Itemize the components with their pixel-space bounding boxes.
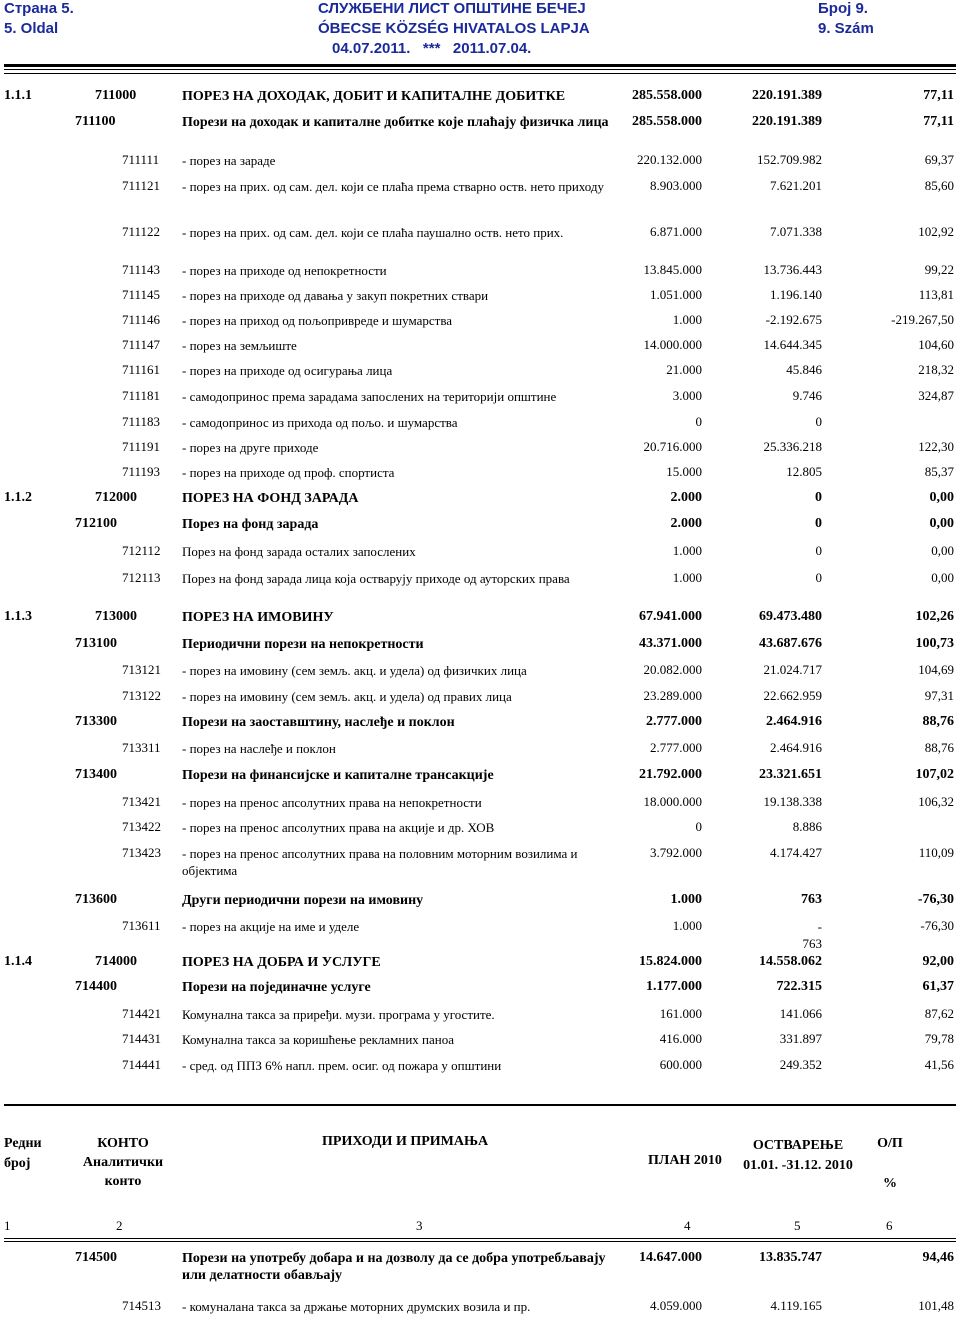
row-plan: 285.558.000 bbox=[632, 114, 702, 129]
row-realization: 12.805 bbox=[786, 464, 822, 479]
row-percent: 92,00 bbox=[922, 954, 954, 969]
row-konto: 714500 bbox=[75, 1250, 117, 1265]
row-percent: 69,37 bbox=[924, 152, 954, 167]
row-konto: 711181 bbox=[122, 388, 161, 403]
row-realization: 14.558.062 bbox=[759, 954, 822, 969]
row-konto: 711143 bbox=[122, 262, 161, 277]
row-plan: 14.647.000 bbox=[639, 1250, 702, 1265]
row-plan: 220.132.000 bbox=[637, 152, 702, 167]
row-realization: 220.191.389 bbox=[752, 88, 822, 103]
row-plan: 2.000 bbox=[670, 516, 702, 531]
row-plan: 3.792.000 bbox=[650, 845, 702, 860]
row-description: Комунална такса за приређи. музи. програма у угостите. bbox=[182, 1007, 495, 1022]
row-description: - порез на приходе од осигурања лица bbox=[182, 363, 393, 378]
row-realization: 1.196.140 bbox=[770, 287, 822, 302]
row-percent: 102,92 bbox=[918, 224, 954, 239]
row-percent: 0,00 bbox=[931, 570, 954, 585]
row-plan: 3.000 bbox=[672, 388, 702, 403]
row-description: Периодични порези на непокретности bbox=[182, 637, 424, 652]
row-konto: 711146 bbox=[122, 312, 161, 327]
row-description: Порез на фонд зарада bbox=[182, 517, 319, 532]
row-konto: 713611 bbox=[122, 918, 161, 933]
column-numbers-rule bbox=[4, 1238, 956, 1239]
row-konto: 713421 bbox=[122, 794, 161, 809]
row-description: - порез на пренос апсолутних права на акције и др. ХОВ bbox=[182, 820, 495, 835]
row-plan: 8.903.000 bbox=[650, 178, 702, 193]
row-description: - порез на акције на име и уделе bbox=[182, 919, 360, 934]
row-plan: 20.716.000 bbox=[643, 439, 702, 454]
row-konto: 711122 bbox=[122, 224, 161, 239]
row-description: Порези на доходак и капиталне добитке које плаћају физичка лица bbox=[182, 115, 609, 130]
col-header-no: Редни број bbox=[4, 1136, 42, 1171]
row-konto: 714431 bbox=[122, 1031, 161, 1046]
row-realization: 0 bbox=[815, 414, 822, 429]
row-number: 1.1.2 bbox=[4, 490, 32, 505]
row-plan: 13.845.000 bbox=[643, 262, 702, 277]
row-description: ПОРЕЗ НА ИМОВИНУ bbox=[182, 610, 334, 625]
row-konto: 711193 bbox=[122, 464, 161, 479]
row-realization: 0 bbox=[815, 543, 822, 558]
row-plan: 6.871.000 bbox=[650, 224, 702, 239]
row-realization: 249.352 bbox=[779, 1057, 822, 1072]
row-description: - самодопринос према зарадама запослених на територији општине bbox=[182, 389, 557, 404]
row-realization: 0 bbox=[815, 516, 822, 531]
row-realization: 25.336.218 bbox=[763, 439, 822, 454]
row-percent: 101,48 bbox=[918, 1298, 954, 1313]
row-percent: 324,87 bbox=[918, 388, 954, 403]
col-number-2: 2 bbox=[116, 1218, 123, 1233]
row-description: ПОРЕЗ НА ДОХОДАК, ДОБИТ И КАПИТАЛНЕ ДОБИТКЕ bbox=[182, 89, 566, 104]
row-description: Порез на фонд зарада лица која остварују приходе од ауторских права bbox=[182, 571, 570, 586]
row-konto: 713300 bbox=[75, 714, 117, 729]
row-percent: 41,56 bbox=[924, 1057, 954, 1072]
row-percent: 104,69 bbox=[918, 662, 954, 677]
row-description: - самодопринос из прихода од пољо. и шумарства bbox=[182, 415, 458, 430]
row-percent: -76,30 bbox=[917, 892, 954, 907]
row-description: - порез на прих. од сам. дел. који се плаћа паушално оств. нето прих. bbox=[182, 225, 564, 240]
row-description: - порез на друге приходе bbox=[182, 440, 319, 455]
row-plan: 14.000.000 bbox=[643, 337, 702, 352]
issue-date: 04.07.2011. *** 2011.07.04. bbox=[332, 40, 532, 57]
row-realization: 2.464.916 bbox=[770, 740, 822, 755]
journal-title-hu: ÓBECSE KÖZSÉG HIVATALOS LAPJA bbox=[318, 20, 590, 37]
row-percent: 85,37 bbox=[924, 464, 954, 479]
row-konto: 712100 bbox=[75, 516, 117, 531]
col-header-percent: О/П % bbox=[877, 1136, 903, 1191]
row-percent: 113,81 bbox=[918, 287, 954, 302]
row-realization: 22.662.959 bbox=[763, 688, 822, 703]
row-realization: 722.315 bbox=[776, 979, 822, 994]
row-konto: 712000 bbox=[95, 490, 137, 505]
row-konto: 711145 bbox=[122, 287, 161, 302]
row-realization: 0 bbox=[815, 490, 822, 505]
col-header-desc: ПРИХОДИ И ПРИМАЊА bbox=[322, 1134, 489, 1149]
row-percent: 0,00 bbox=[929, 516, 954, 531]
row-plan: 1.000 bbox=[670, 892, 702, 907]
row-realization: 7.071.338 bbox=[770, 224, 822, 239]
row-realization: -2.192.675 bbox=[765, 312, 822, 327]
row-percent: 0,00 bbox=[929, 490, 954, 505]
row-plan: 2.777.000 bbox=[650, 740, 702, 755]
row-konto: 714513 bbox=[122, 1298, 161, 1313]
row-realization: 69.473.480 bbox=[759, 609, 822, 624]
row-realization: 331.897 bbox=[779, 1031, 822, 1046]
row-realization: 4.174.427 bbox=[770, 845, 822, 860]
row-realization: 220.191.389 bbox=[752, 114, 822, 129]
row-plan: 600.000 bbox=[659, 1057, 702, 1072]
row-konto: 714000 bbox=[95, 954, 137, 969]
row-percent: 61,37 bbox=[922, 979, 954, 994]
row-description: - порез на земљиште bbox=[182, 338, 297, 353]
row-realization: 13.736.443 bbox=[763, 262, 822, 277]
row-percent: 106,32 bbox=[918, 794, 954, 809]
page-number-hu: 5. Oldal bbox=[4, 20, 59, 37]
row-realization: 8.886 bbox=[792, 819, 822, 834]
row-realization: 43.687.676 bbox=[759, 636, 822, 651]
row-percent: 110,09 bbox=[918, 845, 954, 860]
row-konto: 713422 bbox=[122, 819, 161, 834]
row-description: - порез на прих. од сам. дел. који се плаћа према стварно оств. нето приходу bbox=[182, 179, 605, 194]
row-konto: 711183 bbox=[122, 414, 161, 429]
col-number-5: 5 bbox=[794, 1218, 801, 1233]
journal-title-sr: СЛУЖБЕНИ ЛИСТ ОПШТИНЕ БЕЧЕЈ bbox=[318, 0, 586, 17]
row-konto: 713400 bbox=[75, 767, 117, 782]
row-konto: 711111 bbox=[122, 152, 160, 167]
row-konto: 713311 bbox=[122, 740, 161, 755]
row-percent: 85,60 bbox=[924, 178, 954, 193]
row-plan: 1.000 bbox=[672, 312, 702, 327]
row-percent: 122,30 bbox=[918, 439, 954, 454]
row-percent: 79,78 bbox=[924, 1031, 954, 1046]
row-konto: 713122 bbox=[122, 688, 161, 703]
row-percent: 104,60 bbox=[918, 337, 954, 352]
row-realization: 141.066 bbox=[779, 1006, 822, 1021]
col-number-6: 6 bbox=[886, 1218, 893, 1233]
row-plan: 1.000 bbox=[672, 918, 702, 933]
row-description: Порези на финансијске и капиталне трансакције bbox=[182, 768, 494, 783]
column-numbers-rule-2 bbox=[4, 1241, 956, 1242]
row-percent: 218,32 bbox=[918, 362, 954, 377]
col-header-plan: ПЛАН 2010 bbox=[648, 1153, 722, 1168]
row-realization: 45.846 bbox=[786, 362, 822, 377]
row-description: - порез на зараде bbox=[182, 153, 276, 168]
row-realization: 152.709.982 bbox=[757, 152, 822, 167]
row-konto: 713600 bbox=[75, 892, 117, 907]
row-percent: -219.267,50 bbox=[891, 312, 954, 327]
row-percent: 77,11 bbox=[923, 114, 954, 129]
row-konto: 711191 bbox=[122, 439, 161, 454]
row-percent: 107,02 bbox=[915, 767, 954, 782]
row-konto: 713000 bbox=[95, 609, 137, 624]
row-plan: 2.000 bbox=[670, 490, 702, 505]
row-description: - порез на приходе од давања у закуп покретних ствари bbox=[182, 288, 489, 303]
col-number-1: 1 bbox=[4, 1218, 11, 1233]
row-konto: 714421 bbox=[122, 1006, 161, 1021]
row-realization: 4.119.165 bbox=[770, 1298, 822, 1313]
page-number-sr: Страна 5. bbox=[4, 0, 74, 17]
row-description: Други периодични порези на имовину bbox=[182, 893, 424, 908]
row-konto: 711121 bbox=[122, 178, 161, 193]
row-number: 1.1.1 bbox=[4, 88, 32, 103]
row-plan: 21.792.000 bbox=[639, 767, 702, 782]
row-konto: 711147 bbox=[122, 337, 161, 352]
row-number: 1.1.3 bbox=[4, 609, 32, 624]
row-plan: 15.824.000 bbox=[639, 954, 702, 969]
row-plan: 4.059.000 bbox=[650, 1298, 702, 1313]
row-description: - порез на пренос апсолутних права на половним моторним возилима и објектима bbox=[182, 846, 578, 878]
row-percent: 100,73 bbox=[915, 636, 954, 651]
row-percent: 94,46 bbox=[922, 1250, 954, 1265]
row-description: - порез на приход од пољопривреде и шумарства bbox=[182, 313, 453, 328]
row-description: - порез на имовину (сем земљ. акц. и удела) од правих лица bbox=[182, 689, 512, 704]
row-plan: 2.777.000 bbox=[646, 714, 702, 729]
row-plan: 161.000 bbox=[659, 1006, 702, 1021]
row-plan: 43.371.000 bbox=[639, 636, 702, 651]
row-number: 1.1.4 bbox=[4, 954, 32, 969]
row-realization: 19.138.338 bbox=[763, 794, 822, 809]
row-konto: 712112 bbox=[122, 543, 161, 558]
col-header-realization: ОСТВАРЕЊЕ 01.01. -31.12. 2010 bbox=[743, 1138, 853, 1173]
row-description: Порез на фонд зарада осталих запослених bbox=[182, 544, 416, 559]
row-plan: 18.000.000 bbox=[643, 794, 702, 809]
row-plan: 0 bbox=[695, 819, 702, 834]
row-konto: 712113 bbox=[122, 570, 161, 585]
row-realization: 2.464.916 bbox=[766, 714, 822, 729]
row-konto: 711000 bbox=[95, 88, 137, 103]
row-konto: 713423 bbox=[122, 845, 161, 860]
row-plan: 23.289.000 bbox=[643, 688, 702, 703]
col-number-3: 3 bbox=[416, 1218, 423, 1233]
row-realization: 763 bbox=[801, 892, 822, 907]
row-plan: 0 bbox=[695, 414, 702, 429]
row-realization: 23.321.651 bbox=[759, 767, 822, 782]
row-percent: 102,26 bbox=[915, 609, 954, 624]
row-realization: 21.024.717 bbox=[763, 662, 822, 677]
row-percent: 99,22 bbox=[924, 262, 954, 277]
row-konto: 713121 bbox=[122, 662, 161, 677]
row-description: Порези на заоставштину, наслеђе и поклон bbox=[182, 715, 455, 730]
row-description: Порези на појединачне услуге bbox=[182, 980, 371, 995]
row-percent: 97,31 bbox=[924, 688, 954, 703]
row-percent: 0,00 bbox=[931, 543, 954, 558]
row-description: Комунална такса за коришћење рекламних паноа bbox=[182, 1032, 455, 1047]
row-percent: 88,76 bbox=[924, 740, 954, 755]
row-realization: 7.621.201 bbox=[770, 178, 822, 193]
row-plan: 20.082.000 bbox=[643, 662, 702, 677]
row-realization: 13.835.747 bbox=[759, 1250, 822, 1265]
col-number-4: 4 bbox=[684, 1218, 691, 1233]
row-description: - порез на имовину (сем земљ. акц. и удела) од физичких лица bbox=[182, 663, 527, 678]
row-description: - порез на приходе од непокретности bbox=[182, 263, 387, 278]
row-realization: 9.746 bbox=[792, 388, 822, 403]
row-description: - порез на наслеђе и поклон bbox=[182, 741, 336, 756]
row-konto: 711161 bbox=[122, 362, 161, 377]
table-header-rule bbox=[4, 1104, 956, 1106]
row-plan: 15.000 bbox=[666, 464, 702, 479]
row-konto: 711100 bbox=[75, 114, 116, 129]
row-percent: 77,11 bbox=[923, 88, 954, 103]
row-percent: 88,76 bbox=[922, 714, 954, 729]
row-plan: 1.000 bbox=[672, 570, 702, 585]
row-realization: - 763 bbox=[802, 919, 822, 951]
row-plan: 21.000 bbox=[666, 362, 702, 377]
row-plan: 1.000 bbox=[672, 543, 702, 558]
row-description: - порез на приходе од проф. спортиста bbox=[182, 465, 395, 480]
row-konto: 714400 bbox=[75, 979, 117, 994]
issue-number-sr: Број 9. bbox=[818, 0, 868, 17]
row-konto: 714441 bbox=[122, 1057, 161, 1072]
row-percent: -76,30 bbox=[920, 918, 954, 933]
row-description: - сред. од ППЗ 6% напл. прем. осиг. од пожара у општини bbox=[182, 1058, 502, 1073]
row-realization: 14.644.345 bbox=[763, 337, 822, 352]
row-plan: 67.941.000 bbox=[639, 609, 702, 624]
row-percent: 87,62 bbox=[924, 1006, 954, 1021]
row-description: ПОРЕЗ НА ФОНД ЗАРАДА bbox=[182, 491, 359, 506]
row-description: - порез на пренос апсолутних права на непокретности bbox=[182, 795, 482, 810]
row-plan: 1.177.000 bbox=[646, 979, 702, 994]
row-plan: 416.000 bbox=[659, 1031, 702, 1046]
row-plan: 1.051.000 bbox=[650, 287, 702, 302]
row-description: ПОРЕЗ НА ДОБРА И УСЛУГЕ bbox=[182, 955, 381, 970]
col-header-konto: КОНТО Аналитички конто bbox=[82, 1136, 164, 1189]
issue-number-hu: 9. Szám bbox=[818, 20, 874, 37]
row-realization: 0 bbox=[815, 570, 822, 585]
row-plan: 285.558.000 bbox=[632, 88, 702, 103]
row-description: - комуналана такса за држање моторних друмских возила и пр. bbox=[182, 1299, 531, 1314]
row-konto: 713100 bbox=[75, 636, 117, 651]
row-description: Порези на употребу добара и на дозволу да се добра употребљавају или делатности обављају bbox=[182, 1251, 606, 1283]
